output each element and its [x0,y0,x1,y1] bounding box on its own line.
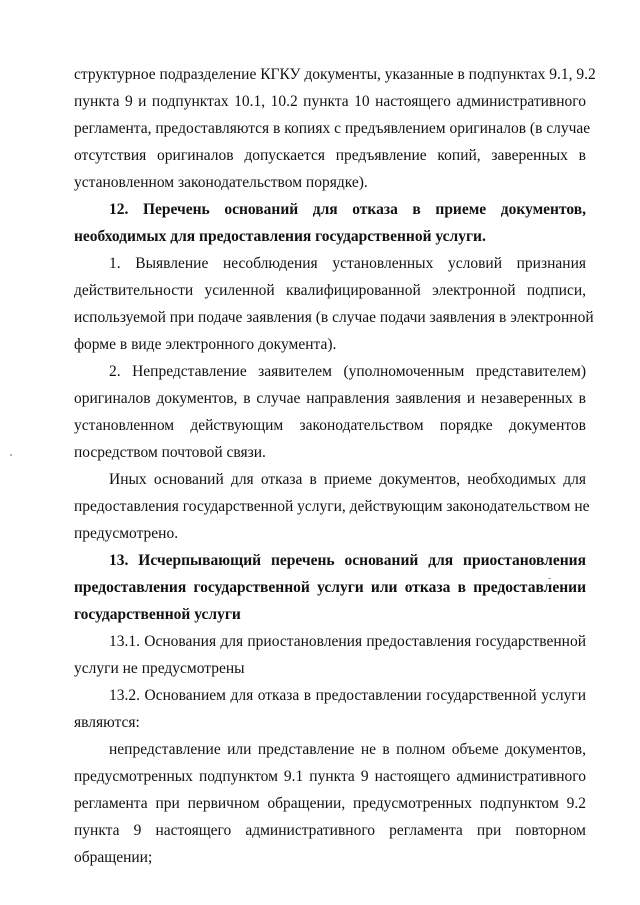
scan-speck [548,578,551,579]
text-line: установленном действующим законодательством порядке документов [74,417,586,434]
text-line: услуги не предусмотрены [74,660,245,677]
text-line: являются: [74,714,140,731]
text-line: посредством почтовой связи. [74,444,266,461]
text-line: предусмотренных подпунктом 9.1 пункта 9 настоящего административного [74,768,586,785]
text-line: 1. Выявление несоблюдения установленных условий признания [109,255,586,272]
text-line: Иных оснований для отказа в приеме документов, необходимых для [109,471,586,488]
text-line: установленном законодательством порядке). [74,174,368,191]
section-heading-13: 13. Исчерпывающий перечень оснований для приостановления [109,552,586,569]
text-line: оригиналов документов, в случае направления заявления и незаверенных в [74,390,586,407]
text-line: действительности усиленной квалифицированной электронной подписи, [74,282,586,299]
text-line: непредставление или представление не в полном объеме документов, [109,741,586,758]
text-line: структурное подразделение КГКУ документы, указанные в подпунктах 9.1, 9.2 [74,66,596,83]
text-line: 13.1. Основания для приостановления предоставления государственной [109,633,586,650]
text-line: пункта 9 настоящего административного регламента при повторном [74,822,586,839]
text-line: предусмотрено. [74,525,179,542]
text-line: регламента, предоставляются в копиях с предъявлением оригиналов (в случае [74,120,591,137]
section-heading-12-cont: необходимых для предоставления государственной услуги. [74,228,486,245]
text-line: используемой при подаче заявления (в случае подачи заявления в электронной [74,309,594,326]
text-line: 2. Непредставление заявителем (уполномоченным представителем) [109,363,586,380]
text-line: отсутствия оригиналов допускается предъявление копий, заверенных в [74,147,586,164]
scan-speck [10,454,12,456]
section-heading-13-cont: государственной услуги [74,606,241,623]
text-line: пункта 9 и подпунктах 10.1, 10.2 пункта 10 настоящего административного [74,93,586,110]
text-line: форме в виде электронного документа). [74,336,337,353]
section-heading-12: 12. Перечень оснований для отказа в приеме документов, [109,201,586,218]
text-line: предоставления государственной услуги, действующим законодательством не [74,498,590,515]
text-line: 13.2. Основанием для отказа в предоставлении государственной услуги [109,687,586,704]
text-line: регламента при первичном обращении, предусмотренных подпунктом 9.2 [74,795,586,812]
text-line: обращении; [74,849,153,866]
section-heading-13-cont: предоставления государственной услуги или отказа в предоставлении [74,579,586,596]
